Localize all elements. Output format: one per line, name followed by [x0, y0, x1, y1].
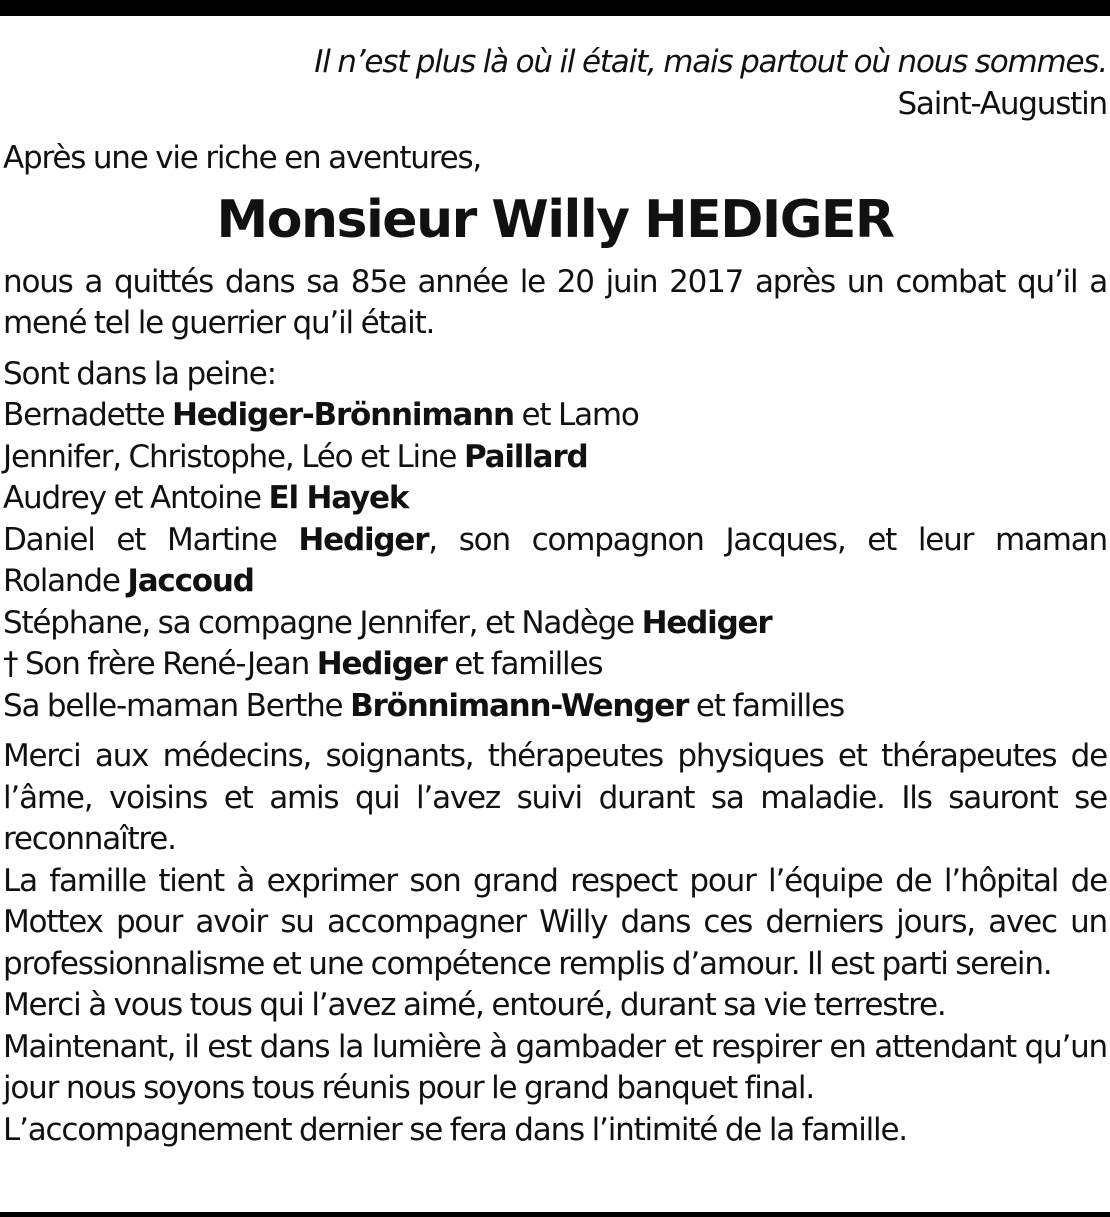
family-line-text: Rolande: [3, 563, 128, 599]
family-line-text: Bernadette: [3, 397, 172, 433]
family-line: [3, 395, 1107, 437]
family-line-text: † Son frère René-Jean: [3, 646, 317, 682]
family-line-text: et familles: [446, 646, 603, 682]
thanks-paragraph: Maintenant, il est dans la lumière à gambader et respirer en attendant qu’un jour nous soyons tous réunis pour le grand banquet final.: [3, 1028, 1107, 1106]
family-line: [3, 644, 1107, 686]
top-rule: [0, 0, 1110, 16]
family-surname: Hediger: [316, 646, 447, 682]
family-surname: Hediger: [641, 604, 772, 641]
bottom-rule: [0, 1212, 1110, 1217]
deceased-name: Monsieur Willy HEDIGER: [216, 189, 894, 250]
family-line-text: Sa belle-maman Berthe: [3, 687, 351, 724]
family-line: [3, 603, 1107, 645]
family-line: [3, 686, 1107, 728]
family-line-text: Audrey et Antoine: [3, 480, 269, 516]
family-line: [3, 478, 1107, 520]
family-list: [3, 354, 1107, 728]
family-surname: Brönnimann-Wenger: [350, 687, 689, 724]
family-line: [3, 520, 1107, 562]
family-line: [3, 437, 1107, 479]
family-surname: Paillard: [463, 438, 588, 475]
family-surname: Hediger-Brönnimann: [171, 397, 514, 433]
family-line-text: et Lamo: [513, 397, 639, 433]
family-line-text: Stéphane, sa compagne Jennifer, et Nadège: [3, 604, 642, 641]
obituary-notice: [3, 42, 1107, 1151]
thanks-paragraph: Merci à vous tous qui l’avez aimé, entouré, durant sa vie terrestre.: [3, 987, 946, 1023]
family-line: [3, 561, 1107, 603]
thanks-paragraph: La famille tient à exprimer son grand respect pour l’équipe de l’hôpital de Mottex pour avoir su accompagner Willy dans ces derniers jours, avec un professionnalisme et une compétence remplis d’amour. Il est parti serein.: [3, 862, 1107, 982]
epigraph: [3, 42, 1107, 125]
epigraph-quote: Il n’est plus là où il était, mais partout où nous sommes.: [314, 44, 1107, 80]
thanks-paragraph: Merci aux médecins, soignants, thérapeutes physiques et thérapeutes de l’âme, voisins et amis qui l’avez suivi durant sa maladie. Ils sauront se reconnaître.: [3, 738, 1107, 857]
intro-text: Après une vie riche en aventures,: [3, 140, 482, 176]
family-line-text: , son compagnon Jacques, et leur maman: [428, 521, 1107, 558]
announcement-text: nous a quittés dans sa 85e année le 20 juin 2017 après un combat qu’il a mené tel le guerrier qu’il était.: [3, 263, 1107, 341]
family-heading: Sont dans la peine:: [3, 355, 276, 392]
epigraph-author: Saint-Augustin: [897, 85, 1107, 122]
family-surname: Hediger: [298, 521, 429, 558]
family-surname: Jaccoud: [127, 563, 254, 599]
thanks-section: [3, 736, 1107, 1151]
family-surname: El Hayek: [268, 480, 409, 516]
family-line-text: et familles: [688, 687, 844, 724]
thanks-paragraph: L’accompagnement dernier se fera dans l’intimité de la famille.: [3, 1111, 907, 1148]
family-line-text: Daniel et Martine: [3, 521, 299, 558]
family-line-text: Jennifer, Christophe, Léo et Line: [3, 438, 464, 475]
